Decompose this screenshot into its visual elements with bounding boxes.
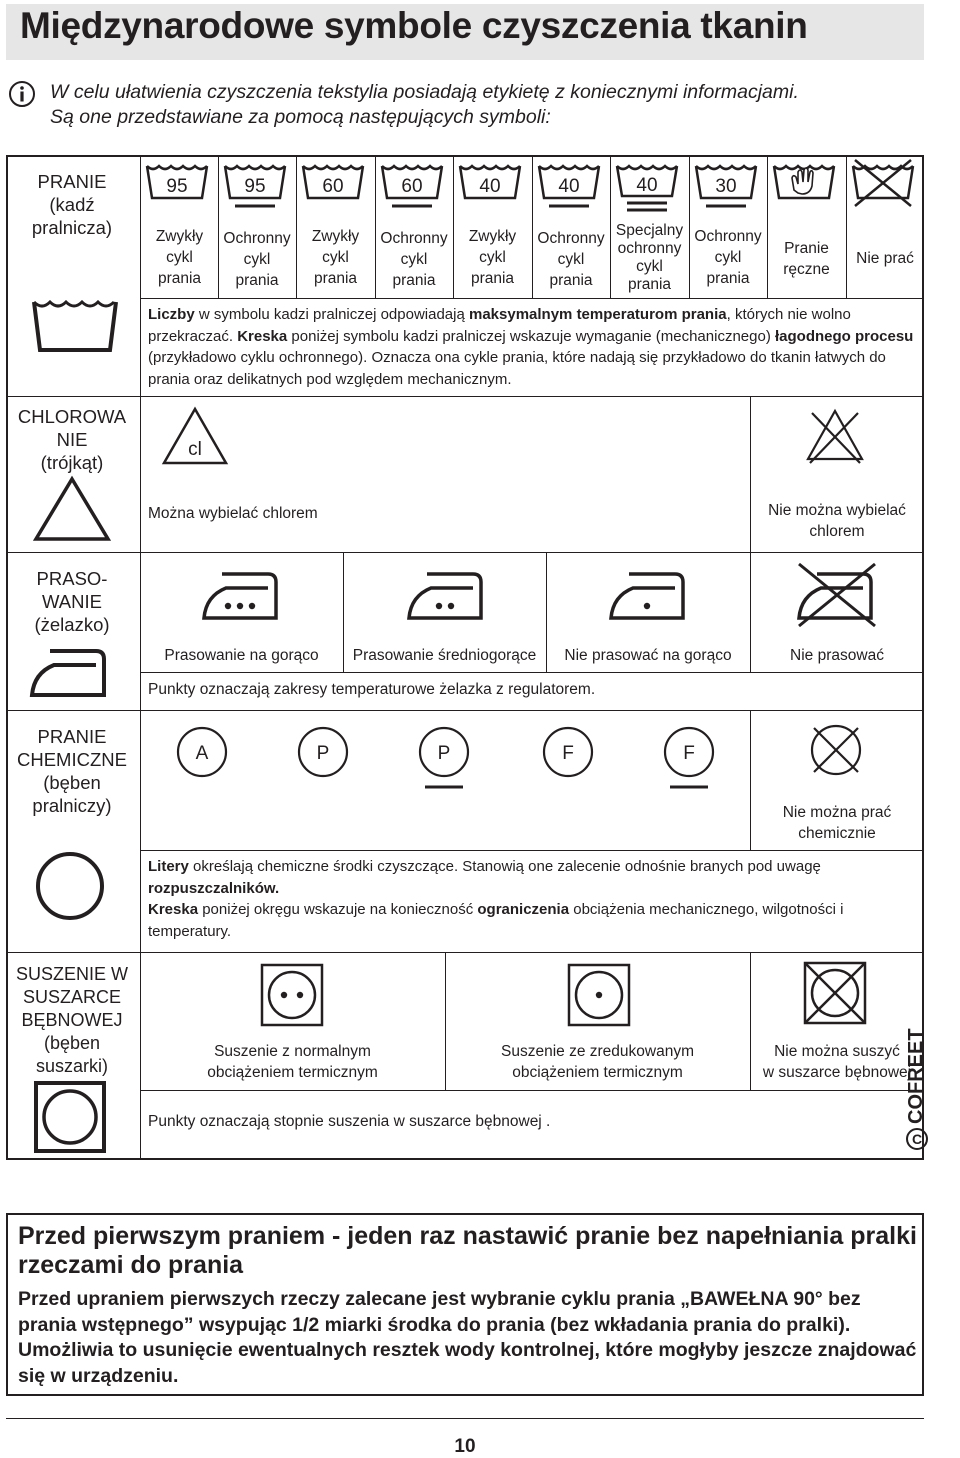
wash-95-icon [143,160,215,210]
wash-label: Zwykły cykl prania [155,228,204,287]
category-washing: PRANIE (kadź pralnicza) [31,171,113,238]
triangle-icon [32,475,112,543]
wash-40-special-icon [613,160,685,218]
wash-60-icon [299,160,371,210]
dryclean-p-gentle-icon [417,725,471,791]
wash-temp: 40 [558,176,580,197]
wash-description: Liczby w symbolu kadzi pralniczej odpowiadają maksymalnym temperaturom prania, których nie wolno przekraczać. Kreska poniżej symbolu kadzi pralniczej wskazuje wymaganie (mechanicznego) łagodnego procesu (przykładowo cyklu ochronnego). Oznacza ona cykle prania, które nadają się przykładowo do tkanin łatwych do prania oraz delikatnych pod względem mechanicznym. [148,306,914,388]
wash-label: Ochronny cykl prania [380,230,448,289]
row-divider [6,396,924,397]
dryclean-f-gentle-icon [662,725,716,791]
dry-normal-icon [259,962,325,1028]
wash-label: Specjalny ochronny cykl prania [615,222,684,293]
hand-wash-icon [770,160,842,210]
iron-medium-icon [405,568,489,624]
wash-temp: 95 [244,176,266,197]
chlorine-allowed-label: Można wybielać chlorem [148,505,318,522]
no-tumble-dry-label: Nie można suszyć w suszarce bębnowej [762,1043,912,1081]
wash-temp: 40 [636,175,658,196]
wash-temp: 30 [715,176,737,197]
wash-temp: 40 [479,176,501,197]
copyright-icon: C [906,1128,928,1150]
dryclean-letter: A [195,743,209,764]
page-number: 10 [454,1436,476,1457]
wash-label: Ochronny cykl prania [694,228,762,287]
intro-text [50,80,799,130]
page-title: Międzynarodowe symbole czyszczenia tkanin [20,5,808,46]
chlorine-cl-text: cl [188,439,202,460]
dry-reduced-icon [566,962,632,1028]
dryclean-letter: P [316,743,330,764]
washtub-icon [30,296,120,356]
wash-label: Ochronny cykl prania [537,230,605,289]
dryclean-f-icon [541,725,595,779]
row-divider [6,552,924,553]
iron-description: Punkty oznaczają zakresy temperaturowe żelazka z regulatorem. [148,681,596,698]
iron-label: Prasowanie na gorąco [164,647,319,664]
iron-label: Prasowanie średniogorące [352,647,537,664]
chlorine-not-allowed-label: Nie można wybielać chlorem [768,502,906,540]
do-not-iron-icon [795,562,879,628]
wash-60-gentle-icon [378,160,450,210]
dryclean-letter: P [437,743,451,764]
wash-40-gentle-icon [535,160,607,210]
no-tumble-dry-icon [800,958,870,1028]
do-not-wash-icon [849,160,921,210]
row-divider [6,710,924,711]
category-drying: SUSZENIE W SUSZARCE BĘBNOWEJ (bęben suszarki) [15,964,128,1076]
dryclean-description: Litery określają chemiczne środki czyszczące. Stanowią one zalecenie odnośnie branych pod uwagę rozpuszczalników. Kreska poniżej okręgu wskazuje na konieczność ograniczenia obciążenia mechanicznego, wilgotności i temperatury. [148,858,844,940]
dryclean-letter: F [562,743,574,764]
intro-line-1: W celu ułatwienia czyszczenia tekstylia posiadają etykietę z koniecznymi informacjami. [50,81,799,103]
wash-95-gentle-icon [221,160,293,210]
wash-30-gentle-icon [692,160,764,210]
no-dryclean-icon [806,720,866,780]
wash-label: Zwykły cykl prania [468,228,517,287]
drying-description: Punkty oznaczają stopnie suszenia w suszarce bębnowej . [148,1113,551,1130]
brand-name: COFREET [905,1028,927,1124]
no-chlorine-icon [800,405,870,467]
wash-temp: 60 [322,176,344,197]
dry-normal-label: Suszenie z normalnym obciążeniem termicznym [207,1043,378,1081]
iron-label: Nie prasować na gorąco [564,647,732,664]
footer-divider [6,1418,924,1419]
dryclean-not-allowed-label: Nie można prać chemicznie [782,804,892,842]
brand-mark [905,1028,928,1150]
dry-reduced-label: Suszenie ze zredukowanym obciążeniem termicznym [501,1043,694,1081]
wash-temp: 60 [401,176,423,197]
notice-heading: Przed pierwszym praniem - jeden raz nastawić pranie bez napełniania pralki rzeczami do prania [18,1222,917,1279]
iron-low-icon [607,568,691,624]
notice-text: Przed upraniem pierwszych rzeczy zalecane jest wybranie cyklu prania „BAWEŁNA 90° bez prania wstępnego” wsypując 1/2 miarki środka do prania (bez wkładania prania do pralki). Umożliwia to usunięcie ewentualnych resztek wody kontrolnej, które mogłyby jeszcze znajdować się w urządzeniu. [18,1288,917,1387]
iron-label: Nie prasować [790,647,884,664]
intro-line-2: Są one przedstawiane za pomocą następujących symboli: [50,106,551,128]
iron-icon [28,645,112,701]
wash-temp: 95 [166,176,188,197]
wash-label: Pranie ręczne [783,240,830,278]
category-ironing: PRASO- WANIE (żelazko) [34,568,110,635]
dryclean-a-icon [175,725,229,779]
category-dryclean: PRANIE CHEMICZNE (bęben pralniczy) [17,726,127,816]
wash-40-icon [456,160,528,210]
circle-icon [34,850,106,922]
dryclean-p-icon [296,725,350,779]
dryclean-letter: F [683,743,695,764]
wash-label: Ochronny cykl prania [223,230,291,289]
tumble-dryer-icon [33,1080,107,1154]
wash-label: Nie prać [856,250,914,267]
category-chlorine: CHLOROWA NIE (trójkąt) [17,406,127,473]
row-divider [6,952,924,953]
chlorine-allowed-icon [160,405,230,467]
info-icon [8,80,36,108]
wash-label: Zwykły cykl prania [311,228,360,287]
iron-hot-icon [200,568,284,624]
